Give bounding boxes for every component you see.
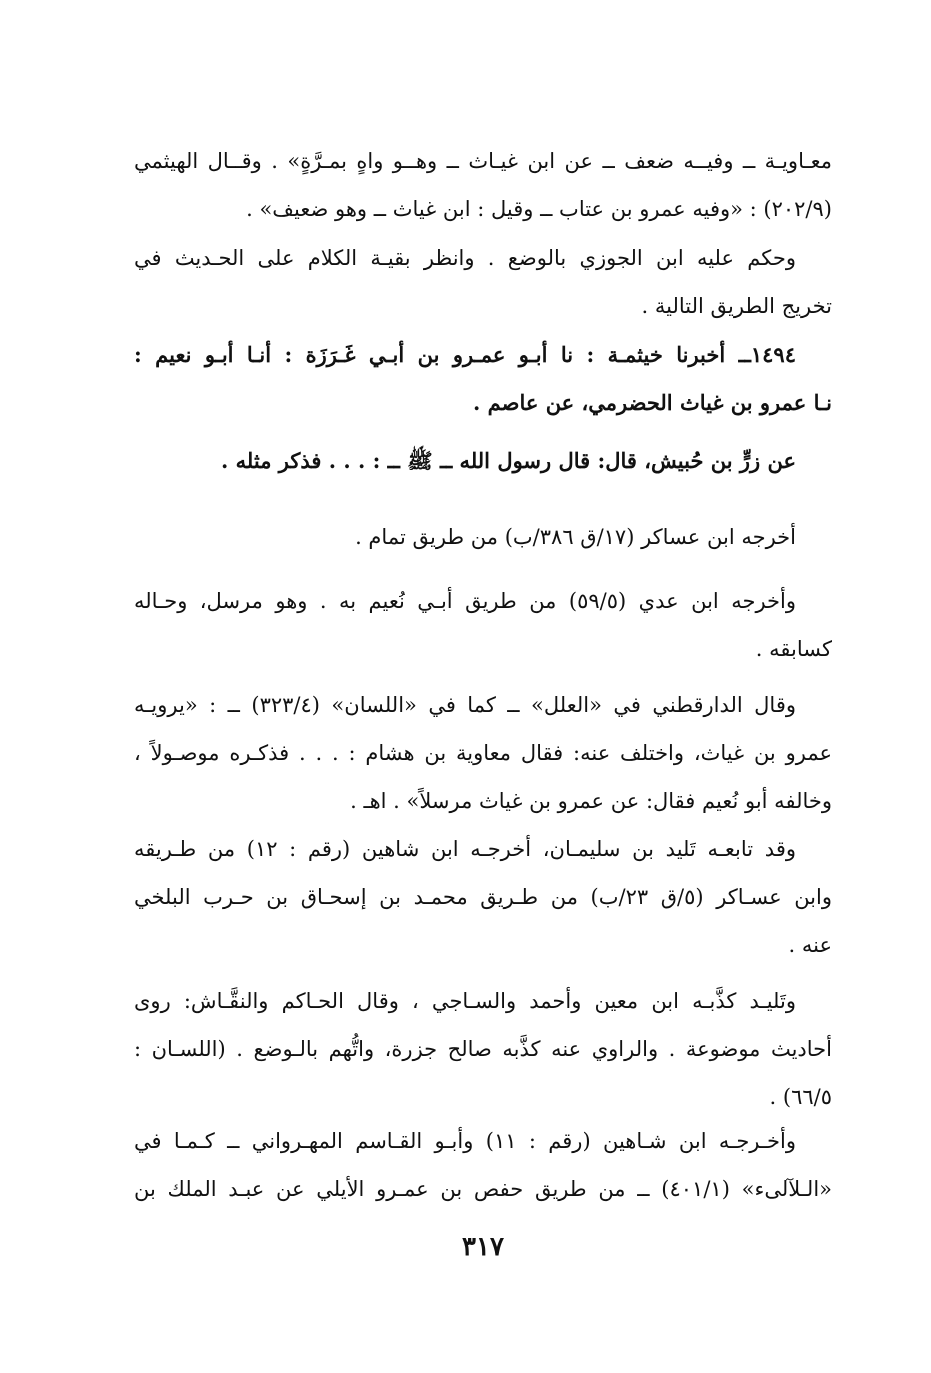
text-line: وقال الدارقطني في «العلل» ــ كما في «اللسان» (٣٢٣/٤) ــ : «يرويـه [134, 693, 797, 717]
paragraph [134, 137, 832, 233]
hadith-entry [134, 331, 832, 427]
text-line: أخرجه ابن عساكر (١٧/ق ٣٨٦/ب) من طريق تمام . [355, 525, 796, 549]
text-line: وأخـرجـه ابن شـاهين (رقم : ١١) وأبـو القـاسم المهـرواني ــ كـمـا في [134, 1129, 796, 1153]
document-page [134, 0, 832, 1373]
text-line: عن زرٍّ بن حُبيش، قال: قال رسول الله ــ ﷺ ــ : . . . فذكر مثله . [221, 448, 796, 473]
paragraph [134, 577, 832, 673]
text-line: معـاويـة ــ وفيــه ضعف ــ عن ابن غيـاث ــ وهــو واهٍ بمـرَّةٍ» . وقــال الهيثمي [134, 149, 832, 173]
text-line: تخريج الطريق التالية . [641, 294, 832, 318]
text-line: ١٤٩٤ــ أخبرنا خيثمـة : نا أبـو عمـرو بن أبـي غَـرَزَة : أنـا أبـو نعيم : [134, 342, 796, 367]
text-line: عمرو بن غياث، واختلف عنه: فقال معاوية بن هشام : . . . فذكـره موصـولاً ، [134, 741, 832, 765]
text-line: نـا عمرو بن غياث الحضرمي، عن عاصم . [473, 390, 832, 415]
text-line: وأخرجه ابن عدي (٥٩/٥) من طريق أبـي نُعيم به . وهو مرسل، وحـاله [134, 589, 796, 613]
text-line: ٦٦/٥) . [769, 1085, 832, 1109]
paragraph [134, 825, 832, 969]
text-line: وابن عسـاكر (٥/ق ٢٣/ب) من طـريق محمـد بن إسحـاق بن حـرب البلخي [134, 885, 833, 909]
paragraph [134, 977, 832, 1121]
text-line: كسابقه . [755, 637, 832, 661]
paragraph [134, 1117, 832, 1213]
paragraph [134, 234, 832, 330]
text-line: أحاديث موضوعة . والراوي عنه كذَّبه صالح جزرة، واتُّهم بالـوضع . (اللسـان : [134, 1037, 832, 1061]
page-number: ٣١٧ [462, 1232, 504, 1262]
text-line: وقد تابعـه تَليد بن سليمـان، أخرجـه ابن شاهين (رقم : ١٢) من طـريقه [134, 837, 796, 861]
text-line: وتَليـد كذَّبـه ابن معين وأحمد والسـاجي ، وقال الحـاكم والنقَّـاش: روى [134, 989, 796, 1013]
hadith-text [134, 437, 832, 485]
paragraph [134, 513, 832, 561]
text-line: عنه . [788, 933, 832, 957]
text-line: وحكم عليه ابن الجوزي بالوضع . وانظر بقيـة الكلام على الحـديث في [134, 246, 796, 270]
text-line: «الـلآلىء» (٤٠١/١) ــ من طريق حفص بن عمـرو الأيلي عن عبـد الملك بن [134, 1177, 832, 1201]
text-line: (٢٠٢/٩) : «وفيه عمرو بن عتاب ــ وقيل : ابن غياث ــ وهو ضعيف» . [246, 197, 832, 221]
text-line: وخالفه أبو نُعيم فقال: عن عمرو بن غياث مرسلاً» . اهـ . [350, 789, 832, 813]
paragraph [134, 681, 832, 825]
